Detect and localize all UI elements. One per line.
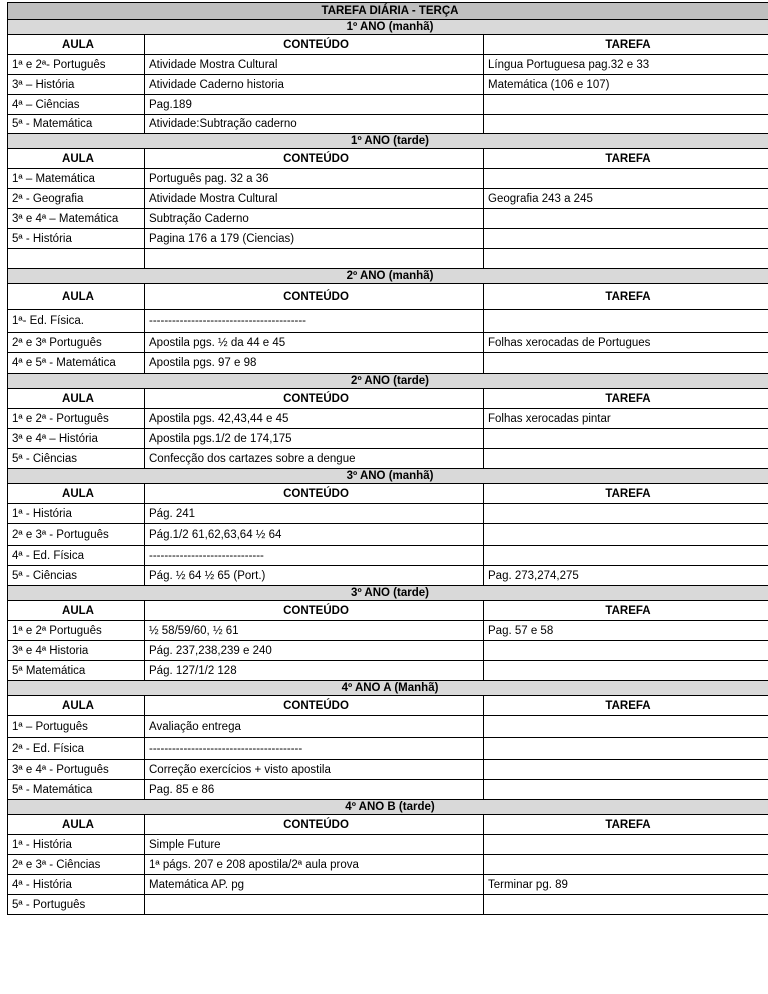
column-header-aula: AULA — [8, 149, 145, 169]
column-header-conteudo: CONTEÚDO — [145, 815, 484, 835]
cell-aula: 4ª – Ciências — [8, 95, 145, 115]
cell-conteudo: Português pag. 32 a 36 — [145, 169, 484, 189]
table-row — [8, 449, 768, 469]
section-title-row — [8, 20, 768, 35]
column-header-row — [8, 35, 768, 55]
table-row — [8, 546, 768, 566]
cell-conteudo: Pág. ½ 64 ½ 65 (Port.) — [145, 566, 484, 586]
table-row — [8, 75, 768, 95]
table-row — [8, 875, 768, 895]
column-header-row — [8, 601, 768, 621]
cell-tarefa: Matemática (106 e 107) — [484, 75, 768, 95]
cell-conteudo: Apostila pgs. ½ da 44 e 45 — [145, 333, 484, 353]
cell-aula: 3ª – História — [8, 75, 145, 95]
section-title-row — [8, 374, 768, 389]
section-title-row — [8, 269, 768, 284]
cell-tarefa — [484, 524, 768, 546]
cell-tarefa — [484, 353, 768, 374]
table-row — [8, 835, 768, 855]
table-row — [8, 621, 768, 641]
cell-aula: 2ª e 3ª Português — [8, 333, 145, 353]
cell-aula: 5ª - História — [8, 229, 145, 249]
table-row — [8, 855, 768, 875]
column-header-row — [8, 284, 768, 310]
cell-aula: 2ª e 3ª - Ciências — [8, 855, 145, 875]
cell-tarefa — [484, 641, 768, 661]
table-row — [8, 566, 768, 586]
cell-aula: 4ª - História — [8, 875, 145, 895]
cell-conteudo: Correção exercícios + visto apostila — [145, 760, 484, 780]
table-row — [8, 895, 768, 915]
cell-aula: 1ª e 2ª - Português — [8, 409, 145, 429]
column-header-tarefa: TAREFA — [484, 284, 768, 310]
cell-conteudo: ---------------------------------------- — [145, 738, 484, 760]
cell-aula: 5ª - Matemática — [8, 780, 145, 800]
table-row — [8, 333, 768, 353]
column-header-conteudo: CONTEÚDO — [145, 484, 484, 504]
section-title-row — [8, 586, 768, 601]
cell-conteudo — [145, 249, 484, 269]
cell-conteudo: Pág.1/2 61,62,63,64 ½ 64 — [145, 524, 484, 546]
cell-aula: 1ª – Matemática — [8, 169, 145, 189]
cell-conteudo — [145, 895, 484, 915]
table-row — [8, 169, 768, 189]
column-header-conteudo: CONTEÚDO — [145, 601, 484, 621]
table-row — [8, 429, 768, 449]
cell-aula: 5ª - Ciências — [8, 566, 145, 586]
cell-tarefa — [484, 310, 768, 333]
cell-conteudo: Pag. 85 e 86 — [145, 780, 484, 800]
title-row — [8, 3, 768, 20]
table-row — [8, 115, 768, 134]
cell-aula: 5ª - Matemática — [8, 115, 145, 134]
column-header-tarefa: TAREFA — [484, 815, 768, 835]
table-row — [8, 780, 768, 800]
cell-conteudo: Apostila pgs. 42,43,44 e 45 — [145, 409, 484, 429]
cell-conteudo: ------------------------------ — [145, 546, 484, 566]
cell-conteudo: Subtração Caderno — [145, 209, 484, 229]
cell-tarefa — [484, 115, 768, 134]
column-header-row — [8, 696, 768, 716]
cell-conteudo: Atividade:Subtração caderno — [145, 115, 484, 134]
column-header-aula: AULA — [8, 284, 145, 310]
cell-tarefa — [484, 209, 768, 229]
cell-aula: 5ª Matemática — [8, 661, 145, 681]
cell-aula: 1ª e 2ª- Português — [8, 55, 145, 75]
table-row — [8, 229, 768, 249]
cell-tarefa — [484, 504, 768, 524]
table-row — [8, 353, 768, 374]
cell-tarefa — [484, 169, 768, 189]
table-row — [8, 760, 768, 780]
cell-tarefa — [484, 738, 768, 760]
cell-aula: 3ª e 4ª – Matemática — [8, 209, 145, 229]
cell-conteudo: Atividade Mostra Cultural — [145, 189, 484, 209]
cell-tarefa — [484, 895, 768, 915]
cell-tarefa: Pag. 273,274,275 — [484, 566, 768, 586]
column-header-aula: AULA — [8, 389, 145, 409]
section-title: 2º ANO (manhã) — [8, 269, 768, 284]
cell-conteudo: Avaliação entrega — [145, 716, 484, 738]
schedule-sheet — [7, 2, 768, 915]
column-header-row — [8, 389, 768, 409]
cell-tarefa — [484, 229, 768, 249]
column-header-conteudo: CONTEÚDO — [145, 149, 484, 169]
column-header-aula: AULA — [8, 601, 145, 621]
table-row — [8, 524, 768, 546]
column-header-conteudo: CONTEÚDO — [145, 35, 484, 55]
cell-tarefa — [484, 249, 768, 269]
cell-tarefa — [484, 835, 768, 855]
table-row — [8, 209, 768, 229]
section-title-row — [8, 134, 768, 149]
cell-tarefa — [484, 661, 768, 681]
column-header-tarefa: TAREFA — [484, 35, 768, 55]
schedule-table — [7, 2, 768, 915]
cell-aula: 1ª e 2ª Português — [8, 621, 145, 641]
cell-tarefa: Terminar pg. 89 — [484, 875, 768, 895]
table-row — [8, 641, 768, 661]
cell-aula: 2ª - Geografia — [8, 189, 145, 209]
column-header-aula: AULA — [8, 35, 145, 55]
cell-aula: 4ª e 5ª - Matemática — [8, 353, 145, 374]
cell-tarefa — [484, 716, 768, 738]
section-title-row — [8, 800, 768, 815]
table-row — [8, 249, 768, 269]
cell-tarefa: Folhas xerocadas pintar — [484, 409, 768, 429]
cell-conteudo: Matemática AP. pg — [145, 875, 484, 895]
cell-conteudo: Pág. 237,238,239 e 240 — [145, 641, 484, 661]
cell-conteudo: ----------------------------------------- — [145, 310, 484, 333]
section-title: 4º ANO A (Manhã) — [8, 681, 768, 696]
cell-tarefa — [484, 546, 768, 566]
cell-tarefa — [484, 760, 768, 780]
column-header-row — [8, 815, 768, 835]
section-title: 3º ANO (tarde) — [8, 586, 768, 601]
column-header-tarefa: TAREFA — [484, 484, 768, 504]
cell-aula: 3ª e 4ª - Português — [8, 760, 145, 780]
section-title: 4º ANO B (tarde) — [8, 800, 768, 815]
table-row — [8, 661, 768, 681]
cell-tarefa — [484, 429, 768, 449]
cell-tarefa — [484, 449, 768, 469]
cell-aula: 3ª e 4ª Historia — [8, 641, 145, 661]
cell-conteudo: 1ª págs. 207 e 208 apostila/2ª aula prova — [145, 855, 484, 875]
cell-aula: 2ª e 3ª - Português — [8, 524, 145, 546]
document-title: TAREFA DIÁRIA - TERÇA — [8, 3, 768, 20]
cell-tarefa — [484, 780, 768, 800]
cell-conteudo: Pág. 127/1/2 128 — [145, 661, 484, 681]
cell-conteudo: Pagina 176 a 179 (Ciencias) — [145, 229, 484, 249]
section-title: 2º ANO (tarde) — [8, 374, 768, 389]
section-title: 3º ANO (manhã) — [8, 469, 768, 484]
cell-conteudo: Pág. 241 — [145, 504, 484, 524]
cell-tarefa: Geografia 243 a 245 — [484, 189, 768, 209]
section-title-row — [8, 469, 768, 484]
cell-aula: 4ª - Ed. Física — [8, 546, 145, 566]
cell-tarefa — [484, 855, 768, 875]
cell-tarefa — [484, 95, 768, 115]
column-header-aula: AULA — [8, 815, 145, 835]
table-row — [8, 409, 768, 429]
section-title-row — [8, 681, 768, 696]
column-header-aula: AULA — [8, 696, 145, 716]
cell-conteudo: Apostila pgs.1/2 de 174,175 — [145, 429, 484, 449]
table-row — [8, 716, 768, 738]
column-header-conteudo: CONTEÚDO — [145, 284, 484, 310]
column-header-conteudo: CONTEÚDO — [145, 389, 484, 409]
column-header-aula: AULA — [8, 484, 145, 504]
cell-conteudo: Atividade Mostra Cultural — [145, 55, 484, 75]
cell-aula: 1ª- Ed. Física. — [8, 310, 145, 333]
cell-aula: 1ª - História — [8, 504, 145, 524]
table-row — [8, 738, 768, 760]
column-header-row — [8, 484, 768, 504]
cell-conteudo: Pag.189 — [145, 95, 484, 115]
cell-tarefa: Folhas xerocadas de Portugues — [484, 333, 768, 353]
section-title: 1º ANO (manhã) — [8, 20, 768, 35]
table-row — [8, 189, 768, 209]
column-header-tarefa: TAREFA — [484, 149, 768, 169]
table-row — [8, 504, 768, 524]
cell-aula: 5ª - Português — [8, 895, 145, 915]
cell-conteudo: Confecção dos cartazes sobre a dengue — [145, 449, 484, 469]
cell-aula: 5ª - Ciências — [8, 449, 145, 469]
table-row — [8, 95, 768, 115]
column-header-tarefa: TAREFA — [484, 389, 768, 409]
cell-aula: 2ª - Ed. Física — [8, 738, 145, 760]
cell-aula — [8, 249, 145, 269]
cell-conteudo: Simple Future — [145, 835, 484, 855]
cell-conteudo: Atividade Caderno historia — [145, 75, 484, 95]
table-row — [8, 55, 768, 75]
column-header-tarefa: TAREFA — [484, 696, 768, 716]
column-header-conteudo: CONTEÚDO — [145, 696, 484, 716]
cell-aula: 1ª - História — [8, 835, 145, 855]
cell-tarefa: Pag. 57 e 58 — [484, 621, 768, 641]
cell-tarefa: Língua Portuguesa pag.32 e 33 — [484, 55, 768, 75]
column-header-row — [8, 149, 768, 169]
table-row — [8, 310, 768, 333]
cell-conteudo: ½ 58/59/60, ½ 61 — [145, 621, 484, 641]
cell-aula: 1ª – Português — [8, 716, 145, 738]
column-header-tarefa: TAREFA — [484, 601, 768, 621]
cell-conteudo: Apostila pgs. 97 e 98 — [145, 353, 484, 374]
section-title: 1º ANO (tarde) — [8, 134, 768, 149]
cell-aula: 3ª e 4ª – História — [8, 429, 145, 449]
